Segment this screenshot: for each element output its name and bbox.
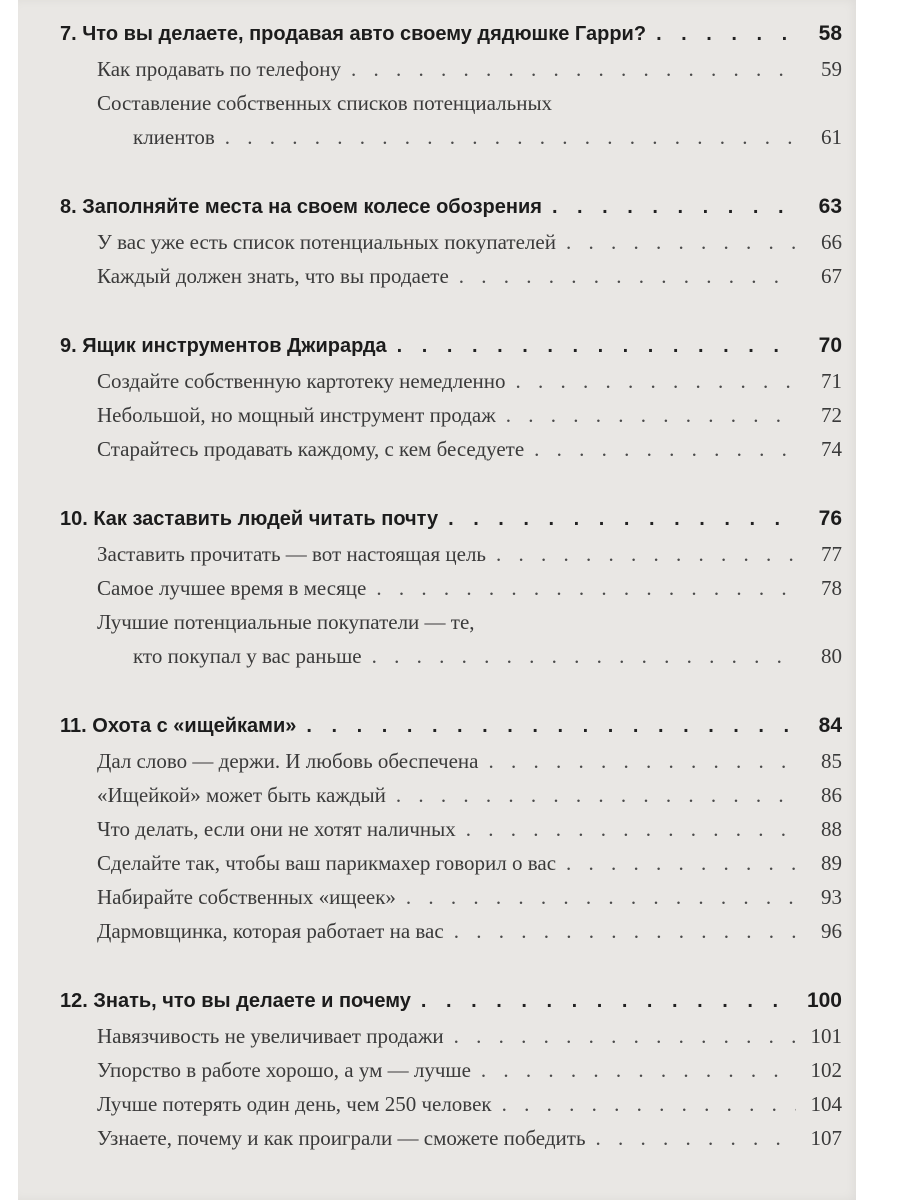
- section-entry[interactable]: [60, 432, 842, 466]
- section-title: «Ищейкой» может быть каждый: [97, 783, 386, 807]
- chapter-11: [60, 708, 842, 948]
- section-title: Что делать, если они не хотят наличных: [97, 817, 456, 841]
- section-title: Как продавать по телефону: [97, 57, 341, 81]
- dot-leader: [502, 1087, 796, 1121]
- dot-leader: [534, 432, 796, 466]
- section-entry[interactable]: [60, 398, 842, 432]
- section-title-continued: кто покупал у вас раньше: [133, 644, 362, 668]
- dot-leader: [496, 537, 796, 571]
- section-title: У вас уже есть список потенциальных покупателей: [97, 230, 556, 254]
- page-number: 107: [810, 1126, 842, 1150]
- section-entry[interactable]: [60, 1019, 842, 1053]
- page-number: 102: [810, 1058, 842, 1082]
- section-title: Дал слово — держи. И любовь обеспечена: [97, 749, 479, 773]
- page-number: 93: [821, 885, 842, 909]
- chapter-9: [60, 328, 842, 466]
- page-number: 89: [821, 851, 842, 875]
- chapter-heading[interactable]: [60, 16, 842, 52]
- dot-leader: [488, 744, 796, 778]
- section-title: Лучшие потенциальные покупатели — те,: [97, 610, 475, 634]
- section-entry-line1[interactable]: [60, 605, 842, 639]
- page-number: 70: [818, 334, 842, 357]
- page-number: 77: [821, 542, 842, 566]
- dot-leader: [481, 1053, 796, 1087]
- dot-leader: [306, 708, 796, 744]
- section-title: Создайте собственную картотеку немедленно: [97, 369, 506, 393]
- section-entry-line1[interactable]: [60, 86, 842, 120]
- dot-leader: [372, 639, 796, 673]
- chapter-heading[interactable]: [60, 189, 842, 225]
- dot-leader: [466, 812, 796, 846]
- section-title: Старайтесь продавать каждому, с кем беседуете: [97, 437, 525, 461]
- dot-leader: [351, 52, 796, 86]
- chapter-heading[interactable]: [60, 708, 842, 744]
- section-entry[interactable]: [60, 778, 842, 812]
- section-title: Лучше потерять один день, чем 250 человек: [97, 1092, 492, 1116]
- page-number: 101: [810, 1024, 842, 1048]
- section-entry[interactable]: [60, 571, 842, 605]
- section-entry-line2[interactable]: [60, 639, 842, 673]
- dot-leader: [656, 16, 796, 52]
- page-number: 74: [821, 437, 842, 461]
- page-number: 66: [821, 230, 842, 254]
- chapter-title: 11. Охота с «ищейками»: [60, 715, 297, 737]
- page-number: 58: [818, 22, 842, 45]
- page-number: 85: [821, 749, 842, 773]
- section-entry[interactable]: [60, 259, 842, 293]
- dot-leader: [459, 259, 796, 293]
- dot-leader: [454, 914, 796, 948]
- page-number: 76: [818, 507, 842, 530]
- page-number: 59: [821, 57, 842, 81]
- page-margin: [856, 0, 900, 1200]
- dot-leader: [506, 398, 796, 432]
- section-title: Небольшой, но мощный инструмент продаж: [97, 403, 496, 427]
- dot-leader: [225, 120, 796, 154]
- chapter-title: 7. Что вы делаете, продавая авто своему дядюшке Гарри?: [60, 23, 647, 45]
- section-title: Каждый должен знать, что вы продаете: [97, 264, 449, 288]
- section-title: Дармовщинка, которая работает на вас: [97, 919, 444, 943]
- section-entry[interactable]: [60, 880, 842, 914]
- section-entry-line2[interactable]: [60, 120, 842, 154]
- chapter-title: 9. Ящик инструментов Джирарда: [60, 335, 387, 357]
- table-of-contents: [60, 16, 842, 1190]
- section-title: Набирайте собственных «ищеек»: [97, 885, 396, 909]
- section-title-continued: клиентов: [133, 125, 215, 149]
- chapter-title: 8. Заполняйте места на своем колесе обозрения: [60, 196, 542, 218]
- section-entry[interactable]: [60, 1121, 842, 1155]
- section-entry[interactable]: [60, 52, 842, 86]
- page-number: 63: [818, 195, 842, 218]
- chapter-title: 12. Знать, что вы делаете и почему: [60, 990, 411, 1012]
- dot-leader: [448, 501, 796, 537]
- page-number: 80: [821, 644, 842, 668]
- page-number: 88: [821, 817, 842, 841]
- dot-leader: [596, 1121, 796, 1155]
- section-title: Составление собственных списков потенциальных: [97, 91, 553, 115]
- section-entry[interactable]: [60, 537, 842, 571]
- dot-leader: [421, 983, 796, 1019]
- page-number: 84: [818, 714, 842, 737]
- page-number: 72: [821, 403, 842, 427]
- section-title: Навязчивость не увеличивает продажи: [97, 1024, 444, 1048]
- section-entry[interactable]: [60, 914, 842, 948]
- page-number: 104: [810, 1092, 842, 1116]
- page-number: 67: [821, 264, 842, 288]
- page-number: 96: [821, 919, 842, 943]
- chapter-7: [60, 16, 842, 154]
- dot-leader: [397, 328, 796, 364]
- chapter-8: [60, 189, 842, 293]
- page-number: 61: [821, 125, 842, 149]
- chapter-heading[interactable]: [60, 983, 842, 1019]
- dot-leader: [552, 189, 796, 225]
- section-title: Узнаете, почему и как проиграли — сможете победить: [97, 1126, 586, 1150]
- chapter-heading[interactable]: [60, 328, 842, 364]
- dot-leader: [396, 778, 796, 812]
- dot-leader: [516, 364, 796, 398]
- section-entry[interactable]: [60, 812, 842, 846]
- section-title: Упорство в работе хорошо, а ум — лучше: [97, 1058, 471, 1082]
- section-entry[interactable]: [60, 1087, 842, 1121]
- section-entry[interactable]: [60, 846, 842, 880]
- section-title: Самое лучшее время в месяце: [97, 576, 367, 600]
- section-title: Заставить прочитать — вот настоящая цель: [97, 542, 487, 566]
- chapter-10: [60, 501, 842, 673]
- chapter-12: [60, 983, 842, 1155]
- page-number: 100: [806, 989, 842, 1012]
- dot-leader: [566, 846, 796, 880]
- section-entry[interactable]: [60, 225, 842, 259]
- section-entry[interactable]: [60, 744, 842, 778]
- dot-leader: [454, 1019, 796, 1053]
- chapter-heading[interactable]: [60, 501, 842, 537]
- section-title: Сделайте так, чтобы ваш парикмахер говорил о вас: [97, 851, 557, 875]
- page-number: 78: [821, 576, 842, 600]
- dot-leader: [566, 225, 796, 259]
- section-entry[interactable]: [60, 1053, 842, 1087]
- dot-leader: [406, 880, 796, 914]
- section-entry[interactable]: [60, 364, 842, 398]
- dot-leader: [376, 571, 796, 605]
- chapter-title: 10. Как заставить людей читать почту: [60, 508, 439, 530]
- page-number: 71: [821, 369, 842, 393]
- page-number: 86: [821, 783, 842, 807]
